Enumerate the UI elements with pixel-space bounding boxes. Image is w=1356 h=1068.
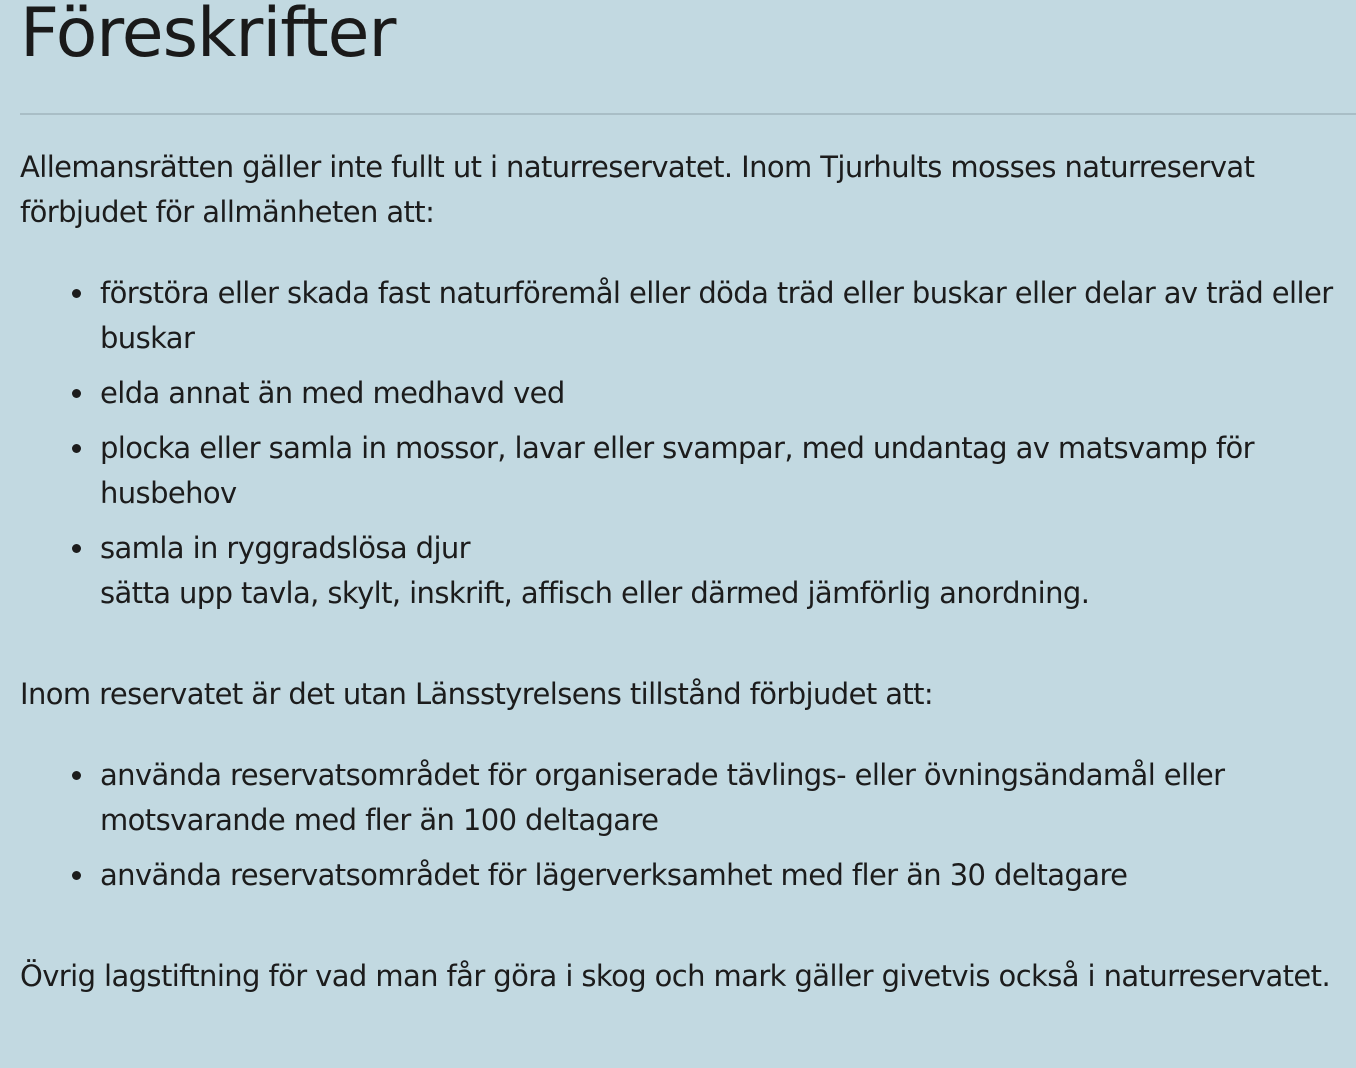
title-divider: [20, 113, 1356, 115]
list-item: plocka eller samla in mossor, lavar eller svampar, med undantag av matsvamp för husbehov: [100, 426, 1356, 516]
page-title: Föreskrifter: [20, 0, 396, 73]
list-item-text: samla in ryggradslösa djur: [100, 531, 471, 565]
list-item-extra-line: sätta upp tavla, skylt, inskrift, affisch eller därmed jämförlig anordning.: [100, 576, 1090, 610]
permit-prohibitions-list: [20, 753, 1356, 898]
list-item: använda reservatsområdet för lägerverksamhet med fler än 30 deltagare: [100, 853, 1356, 898]
list-item: använda reservatsområdet för organiserade tävlings- eller övningsändamål eller motsvarande med fler än 100 deltagare: [100, 753, 1356, 843]
list-item: [100, 526, 1356, 616]
closing-paragraph: Övrig lagstiftning för vad man får göra i skog och mark gäller givetvis också i naturreservatet.: [20, 959, 1331, 993]
list-item: elda annat än med medhavd ved: [100, 371, 1356, 416]
intro-paragraph: Allemansrätten gäller inte fullt ut i naturreservatet. Inom Tjurhults mosses naturreservat förbjudet för allmänheten att:: [20, 150, 1255, 229]
public-prohibitions-list: [20, 271, 1356, 616]
permit-intro-paragraph: Inom reservatet är det utan Länsstyrelsens tillstånd förbjudet att:: [20, 677, 934, 711]
list-item: förstöra eller skada fast naturföremål eller döda träd eller buskar eller delar av träd eller buskar: [100, 271, 1356, 361]
